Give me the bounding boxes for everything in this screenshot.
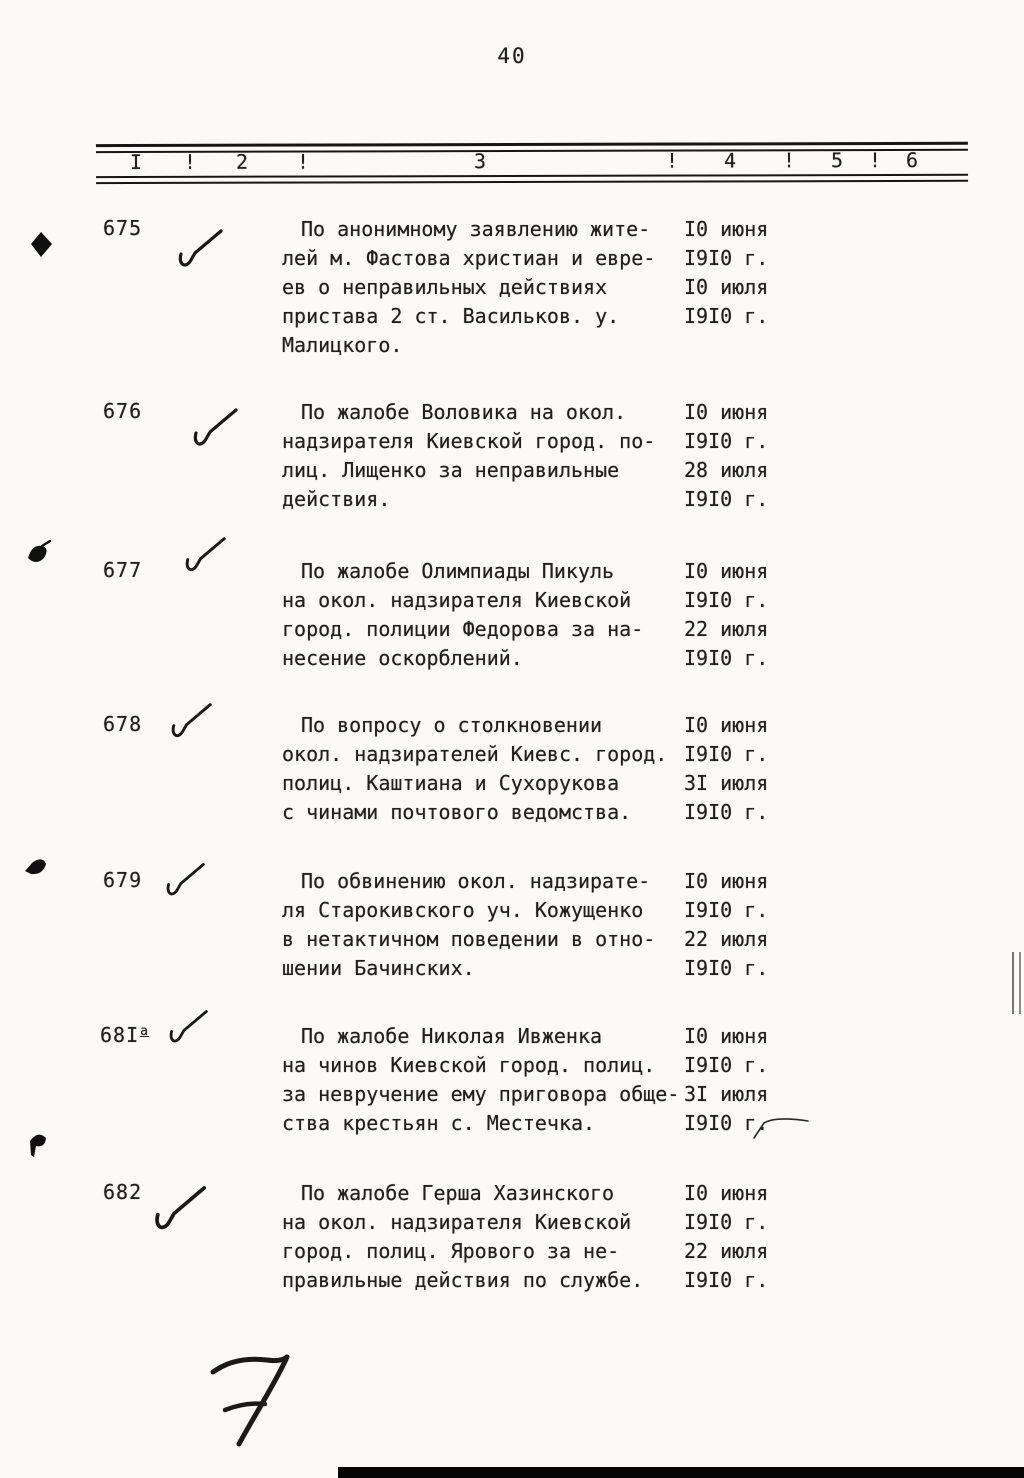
text-line: за невручение ему приговора обще-	[282, 1082, 680, 1106]
text-line: Малицкого.	[282, 333, 403, 357]
text-line: лей м. Фастова христиан и евре-	[282, 246, 656, 270]
checkmark-icon	[182, 535, 230, 577]
column-header-3: 3	[473, 149, 487, 174]
entry-number	[100, 1023, 149, 1047]
text-line: ев о неправильных действиях	[282, 275, 608, 299]
text-line: правильные действия по службе.	[282, 1268, 644, 1292]
date-line: I0 июня	[684, 400, 769, 424]
header-rule-bottom	[96, 174, 968, 184]
date-line: 22 июля	[684, 1239, 769, 1263]
date-line: I9I0 г.	[684, 742, 769, 766]
column-header-2: 2	[235, 149, 249, 174]
entry-dates	[684, 1179, 768, 1295]
date-line: I9I0 г.	[684, 646, 769, 670]
text-line: окол. надзирателей Киевс. город.	[282, 742, 668, 766]
entry-number-suffix: а	[140, 1024, 149, 1039]
date-line: I9I0 г.	[684, 956, 769, 980]
header-row	[0, 148, 1024, 175]
date-line: I9I0 г.	[684, 800, 769, 824]
checkmark-icon	[166, 1008, 212, 1048]
text-line: ства крестьян с. Местечка.	[282, 1111, 596, 1135]
entry-dates	[684, 215, 768, 331]
column-header-6: 6	[905, 147, 919, 172]
text-line: ля Старокивского уч. Кожущенко	[282, 898, 644, 922]
text-line: По жалобе Николая Ивженка	[301, 1024, 603, 1048]
date-line: I9I0 г.	[684, 246, 769, 270]
checkmark-icon	[190, 406, 242, 452]
date-line: I0 июня	[684, 217, 769, 241]
entry-number: 675	[103, 216, 143, 240]
checkmark-icon	[152, 1183, 210, 1237]
date-line: 28 июля	[684, 458, 769, 482]
entry-dates	[684, 711, 768, 827]
date-line: 22 июля	[684, 927, 769, 951]
column-header-4: 4	[723, 148, 737, 173]
handwritten-flourish	[752, 1114, 812, 1142]
entry-description	[282, 398, 655, 514]
text-line: действия.	[282, 487, 391, 511]
text-line: на чинов Киевской город. полиц.	[282, 1053, 656, 1077]
date-line: I9I0 г.	[684, 588, 769, 612]
text-line: на окол. надзирателя Киевской	[282, 588, 632, 612]
text-line: в нетактичном поведении в отно-	[282, 927, 656, 951]
date-line: I9I0 г.	[684, 1268, 769, 1292]
entry-dates	[684, 398, 768, 514]
entry-dates	[684, 867, 768, 983]
date-line: I9I0 г.	[684, 429, 769, 453]
entry-description	[282, 867, 655, 983]
scan-bottom-strip	[338, 1467, 1024, 1478]
text-line: город. полиции Федорова за на-	[282, 617, 644, 641]
text-line: с чинами почтового ведомства.	[282, 800, 632, 824]
date-line: I0 июня	[684, 1181, 769, 1205]
date-line: 3I июля	[684, 771, 769, 795]
date-line: I0 июня	[684, 559, 769, 583]
column-header-1: I	[129, 149, 143, 175]
date-line: I0 июня	[684, 713, 769, 737]
checkmark-icon	[175, 227, 227, 273]
text-line: на окол. надзирателя Киевской	[282, 1210, 632, 1234]
text-line: полиц. Каштиана и Сухорукова	[282, 771, 620, 795]
checkmark-icon	[163, 861, 209, 901]
date-line: I0 июня	[684, 869, 769, 893]
entry-number: 676	[103, 399, 143, 423]
date-line: I9I0 г.	[684, 304, 769, 328]
date-line: I9I0 г.	[684, 1111, 769, 1135]
entry-number-text: 68I	[100, 1023, 140, 1047]
text-line: По жалобе Воловика на окол.	[301, 400, 627, 424]
entry-description	[282, 1022, 679, 1138]
entry-description	[282, 1179, 643, 1295]
entry-number: 679	[103, 868, 143, 892]
text-line: пристава 2 ст. Васильков. у.	[282, 304, 620, 328]
date-line: I9I0 г.	[684, 1210, 769, 1234]
text-line: шении Бачинских.	[282, 956, 475, 980]
text-line: По жалобе Герша Хазинского	[301, 1181, 615, 1205]
text-line: лиц. Лищенко за неправильные	[282, 458, 620, 482]
ink-blot	[28, 230, 54, 260]
text-line: По анонимному заявлению жите-	[301, 217, 651, 241]
text-line: По жалобе Олимпиады Пикуль	[301, 559, 615, 583]
date-line: I9I0 г.	[684, 898, 769, 922]
ink-blot	[26, 1130, 50, 1160]
entry-description	[282, 557, 643, 673]
date-line: I0 июня	[684, 1024, 769, 1048]
date-line: I9I0 г.	[684, 1053, 769, 1077]
date-line: 3I июля	[684, 1082, 769, 1106]
text-line: По обвинению окол. надзирате-	[301, 869, 651, 893]
table-header	[0, 142, 1024, 185]
entry-number: 682	[103, 1180, 143, 1204]
text-line: город. полиц. Ярового за не-	[282, 1239, 620, 1263]
date-line: I9I0 г.	[684, 487, 769, 511]
column-separator: !	[868, 148, 882, 173]
entry-number: 677	[103, 558, 143, 582]
column-header-5: 5	[830, 148, 844, 173]
text-line: несение оскорблений.	[282, 646, 523, 670]
checkmark-icon	[168, 701, 216, 743]
date-line: I0 июля	[684, 275, 769, 299]
date-line: 22 июля	[684, 617, 769, 641]
scan-edge-artifact	[1012, 952, 1021, 1014]
column-separator: !	[296, 149, 310, 174]
text-line: По вопросу о столкновении	[301, 713, 603, 737]
page-number: 40	[497, 44, 527, 68]
entry-description	[282, 215, 655, 360]
ink-blot	[22, 855, 50, 881]
column-separator: !	[665, 148, 679, 173]
column-separator: !	[782, 148, 796, 173]
handwritten-page-number	[205, 1348, 315, 1448]
ink-blot	[24, 540, 52, 568]
entry-number: 678	[103, 712, 143, 736]
entry-dates	[684, 557, 768, 673]
entry-description	[282, 711, 667, 827]
text-line: надзирателя Киевской город. по-	[282, 429, 656, 453]
column-separator: !	[183, 149, 197, 174]
